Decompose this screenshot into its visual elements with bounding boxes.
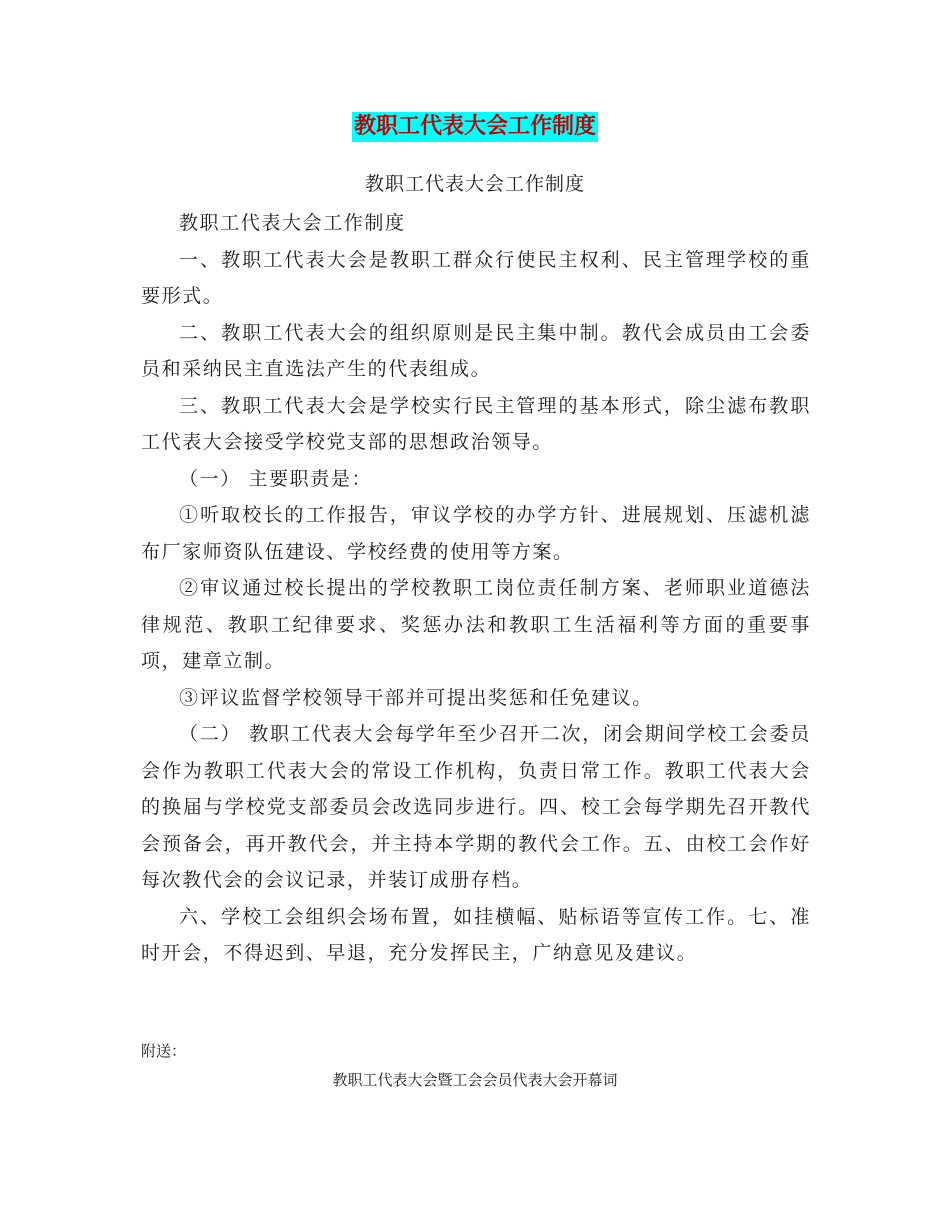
annex-title: 教职工代表大会暨工会会员代表大会开幕词 — [332, 1071, 618, 1089]
document-body — [141, 205, 811, 972]
paragraph: （一） 主要职责是： — [179, 467, 373, 490]
paragraph: 三、教职工代表大会是学校实行民主管理的基本形式，除尘滤布教职工代表大会接受学校党支部的思想政治领导。 — [141, 394, 811, 453]
annex-label: 附送： — [141, 1042, 187, 1060]
paragraph: 一、教职工代表大会是教职工群众行使民主权利、民主管理学校的重要形式。 — [141, 248, 811, 307]
paragraph: （二） 教职工代表大会每学年至少召开二次，闭会期间学校工会委员会作为教职工代表大会的常设工作机构，负责日常工作。教职工代表大会的换届与学校党支部委员会改选同步进行。四、校工会每学期先召开教代会预备会，再开教代会，并主持本学期的教代会工作。五、由校工会作好每次教代会的会议记录，并装订成册存档。 — [141, 723, 811, 891]
document-title: 教职工代表大会工作制度 — [352, 112, 598, 142]
title-wrap — [0, 112, 950, 142]
document-subtitle: 教职工代表大会工作制度 — [364, 173, 585, 195]
paragraph: ②审议通过校长提出的学校教职工岗位责任制方案、老师职业道德法律规范、教职工纪律要求、奖惩办法和教职工生活福利等方面的重要事项，建章立制。 — [141, 577, 811, 672]
paragraph: ③评议监督学校领导干部并可提出奖惩和任免建议。 — [179, 686, 653, 709]
paragraph: 教职工代表大会工作制度 — [179, 212, 406, 234]
paragraph: 二、教职工代表大会的组织原则是民主集中制。教代会成员由工会委员和采纳民主直选法产生的代表组成。 — [141, 321, 811, 380]
paragraph: 六、学校工会组织会场布置，如挂横幅、贴标语等宣传工作。七、准时开会，不得迟到、早退，充分发挥民主，广纳意见及建议。 — [141, 905, 811, 964]
paragraph: ①听取校长的工作报告，审议学校的办学方针、进展规划、压滤机滤布厂家师资队伍建设、学校经费的使用等方案。 — [141, 504, 811, 563]
